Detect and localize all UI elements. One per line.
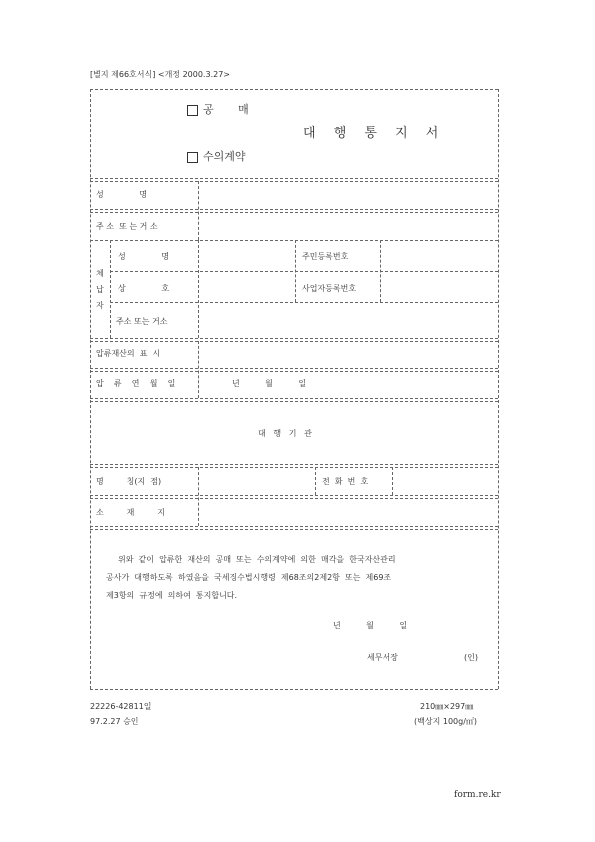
label-business-number: 사업자등록번호 (302, 284, 357, 293)
col-line (110, 240, 111, 338)
body-line-2: 공사가 대행하도록 하였음을 국세징수법시행령 제68조의2제2항 또는 제69조 (106, 573, 392, 582)
label-address: 주 소 또 는 거 소 (96, 222, 158, 231)
approval-date: 97.2.27 승인 (90, 717, 139, 726)
col-line (198, 240, 199, 338)
col-line (380, 240, 381, 302)
col-line (198, 341, 199, 398)
row-line (90, 209, 498, 210)
label-taxpayer-2: 납 (96, 285, 104, 294)
label-agency-name: 명 칭(지 점) (96, 477, 162, 486)
paper-size: 210㎜×297㎜ (420, 702, 474, 711)
row-line (90, 371, 498, 372)
label-trade-name: 상 호 (118, 284, 170, 293)
row-line (110, 302, 498, 303)
label-seizure-date: 압 류 연 월 일 (96, 379, 176, 388)
row-line (90, 526, 498, 527)
row-line (90, 368, 498, 369)
row-line (90, 240, 498, 241)
label-seized-property: 압류재산의 표 시 (96, 349, 161, 358)
watermark: form.re.kr (454, 790, 501, 800)
label-taxpayer-1: 체 (96, 269, 104, 278)
form-number: [별지 제66호서식] <개정 2000.3.27> (90, 70, 230, 79)
label-phone: 전 화 번 호 (322, 477, 369, 486)
col-line (392, 467, 393, 495)
col-line (315, 467, 316, 495)
frame-top (90, 89, 498, 90)
private-contract-checkbox[interactable] (187, 152, 198, 163)
notice-date: 년 월 일 (333, 621, 408, 630)
row-line (90, 467, 498, 468)
frame-left (90, 89, 91, 689)
col-line (295, 240, 296, 302)
label-taxpayer-name: 성 명 (118, 252, 170, 261)
row-line (90, 464, 498, 465)
row-line (90, 498, 498, 499)
row-line (90, 338, 498, 339)
form-code: 22226-42811일 (90, 702, 152, 711)
row-line (110, 271, 498, 272)
body-line-3: 제3항의 규정에 의하여 통지합니다. (106, 591, 238, 600)
row-line (90, 341, 498, 342)
paper-spec: (백상지 100g/㎡) (414, 717, 478, 726)
row-line (90, 401, 498, 402)
option-private-contract: 수의계약 (203, 150, 246, 163)
label-taxpayer-3: 자 (96, 301, 104, 310)
row-line (90, 398, 498, 399)
frame-right (498, 89, 499, 689)
row-line (90, 495, 498, 496)
signer-title: 세무서장 (367, 653, 398, 662)
agency-section-title: 대 행 기 관 (258, 429, 312, 438)
row-line (90, 529, 498, 530)
label-name: 성 명 (96, 190, 148, 199)
document-title: 대 행 통 지 서 (303, 126, 446, 141)
label-location: 소 재 지 (96, 508, 165, 517)
seizure-date-value: 년 월 일 (232, 379, 307, 388)
label-taxpayer-address: 주소 또는 거소 (116, 317, 168, 326)
col-line (198, 467, 199, 526)
auction-checkbox[interactable] (187, 105, 198, 116)
col-line (198, 181, 199, 240)
frame-bottom (90, 689, 498, 690)
body-line-1: 위와 같이 압류한 재산의 공매 또는 수의계약에 의한 매각을 한국자산관리 (118, 555, 396, 564)
seal-mark: (인) (464, 653, 478, 662)
row-line (90, 181, 498, 182)
row-line (90, 212, 498, 213)
option-auction: 공 매 (203, 103, 249, 116)
label-rrn: 주민등록번호 (302, 252, 349, 261)
row-line (90, 178, 498, 179)
